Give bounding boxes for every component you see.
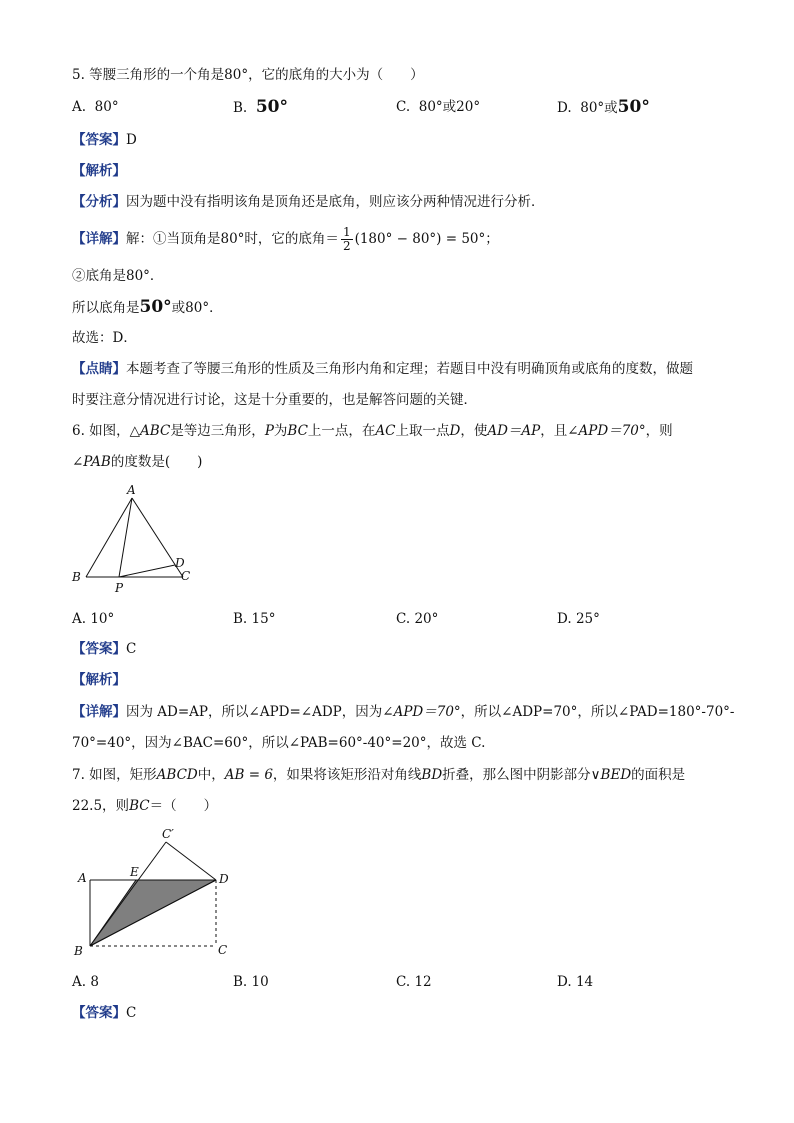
q7-label-d: D [219,872,229,886]
q7-fold-c-prime-d [166,842,216,880]
q6-analysis-tag: 【解析】 [72,672,126,688]
q7-answer: 【答案】C [72,1005,137,1021]
q5-comment-line1: 【点睛】本题考查了等腰三角形的性质及三角形内角和定理；若题目中没有明确顶角或底角的度数，做题 [72,361,693,377]
q6-detail-line2: 70°=40°，因为∠BAC=60°，所以∠PAB=60°-40°=20°，故选 C. [72,735,486,751]
q7-label-c: C [218,943,228,957]
q7-option-a: A. 8 [72,974,99,990]
q7-label-e: E [130,865,139,879]
q6-question-line1: 6. 如图，△ABC是等边三角形，P为BC上一点，在AC上取一点D，使AD＝AP，且∠APD＝70°，则 [72,423,673,439]
q7-question-line2: 22.5，则BC＝（ ） [72,798,218,814]
q6-triangle-figure [66,480,206,600]
q6-label-c: C [181,569,191,583]
q7-label-a: A [78,871,87,885]
q5-option-c: C. 80°或20° [396,99,481,115]
q5-option-b: B. 50° [233,97,288,117]
q6-question-line2: ∠PAB的度数是( ) [72,454,203,470]
q6-answer: 【答案】C [72,641,137,657]
q5-detail: 【详解】解：①当顶角是80°时，它的底角＝ $\frac{1}{2}$ (180° − 80°) = 50°； [72,225,499,253]
q7-label-c-prime: C′ [162,827,174,841]
q6-option-b: B. 15° [233,611,276,627]
q6-segment-pd [119,565,175,577]
q5-line2: ②底角是80°． [72,268,164,284]
q7-question-line1: 7. 如图，矩形ABCD中，AB = 6，如果将该矩形沿对角线BD折叠，那么图中阴影部分∨BED的面积是 [72,767,686,783]
q6-option-d: D. 25° [557,611,600,627]
q6-label-b: B [72,570,81,584]
q5-choose: 故选：D． [72,330,137,346]
q6-detail-line1: 【详解】因为 AD=AP，所以∠APD=∠ADP，因为∠APD＝70°，所以∠ADP=70°，所以∠PAD=180°-70°- [72,704,735,720]
q6-label-d: D [175,556,185,570]
q5-fenxi: 【分析】因为题中没有指明该角是顶角还是底角，则应该分两种情况进行分析． [72,194,545,210]
q5-line3: 所以底角是50°或80°． [72,297,223,317]
q6-label-a: A [127,483,136,497]
q5-option-a: A. 80° [72,99,119,115]
q6-option-a: A. 10° [72,611,115,627]
fraction-one-half: $\frac{1}{2}$ [342,225,351,253]
q7-option-d: D. 14 [557,974,594,990]
q6-option-c: C. 20° [396,611,439,627]
q7-rectangle-figure [70,822,250,962]
q7-label-b: B [74,944,83,958]
q5-analysis-tag: 【解析】 [72,163,126,179]
q5-comment-line2: 时要注意分情况进行讨论，这是十分重要的，也是解答问题的关键． [72,392,477,408]
q5-question: 5. 等腰三角形的一个角是80°，它的底角的大小为（ ） [72,67,424,83]
q6-label-p: P [115,581,124,595]
q5-option-d: D. 80°或50° [557,97,650,117]
q5-answer: 【答案】D [72,132,137,148]
q7-option-b: B. 10 [233,974,269,990]
q7-option-c: C. 12 [396,974,432,990]
